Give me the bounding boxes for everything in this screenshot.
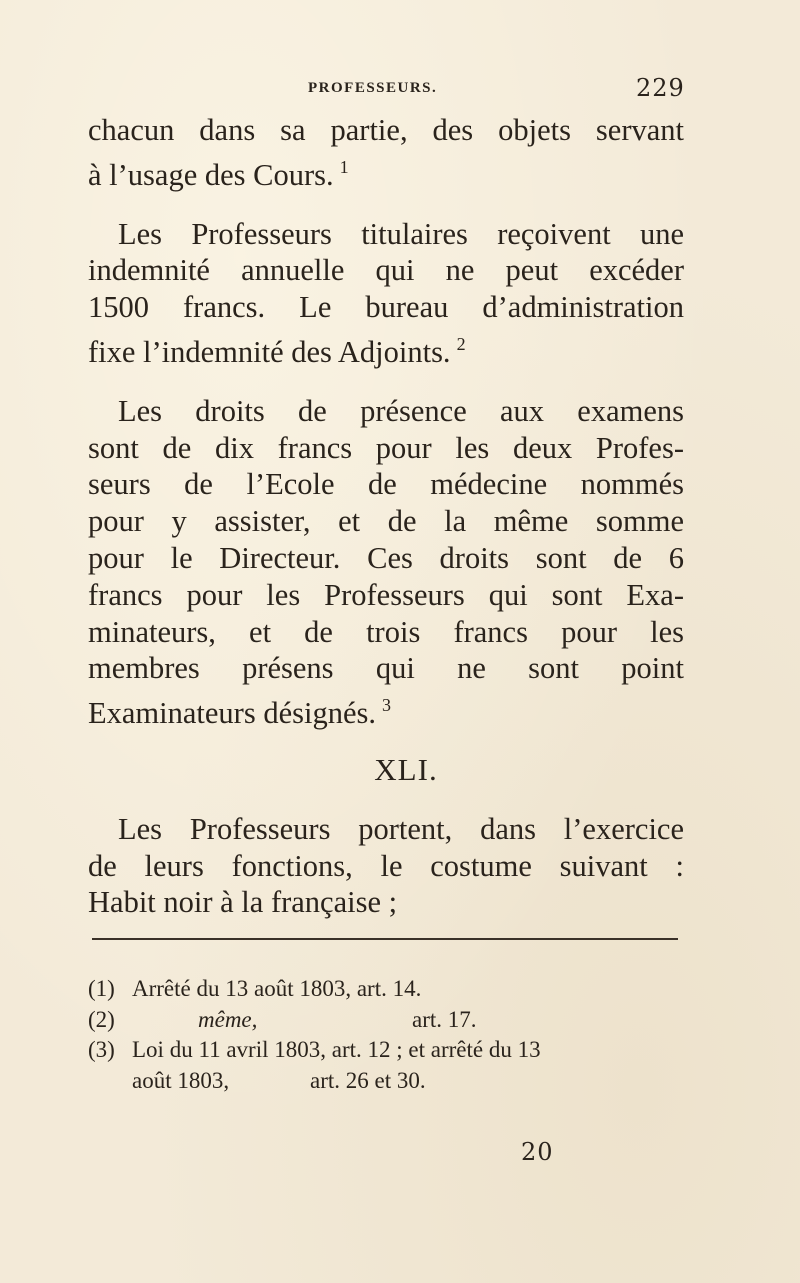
footnote-ref: 3 [381,695,391,716]
footnote-article: art. 26 et 30. [310,1067,426,1093]
paragraph-droits-presence [88,393,684,732]
footnote-text: Arrêté du 13 août 1803, art. 14. [132,976,422,1001]
signature-mark: 20 [521,1138,554,1166]
footnote-ref: 1 [339,156,349,177]
footnote-article: art. 17. [412,1006,477,1032]
text-line: seurs de l’Ecole de médecine nommés [88,467,684,502]
paragraph-indemnite [88,216,684,371]
footnote-text: même, [198,1006,258,1032]
text-line: minateurs, et de trois francs pour les [88,614,684,649]
text-line: Examinateurs désignés. $^3$ [88,695,391,731]
text-line: pour y assister, et de la même somme [88,504,684,539]
footnote-text: Loi du 11 avril 1803, art. 12 ; et arrêté du 13 [132,1037,541,1062]
text-line: indemnité annuelle qui ne peut excéder [88,253,684,288]
text-line: chacun dans sa partie, des objets servant [88,113,684,147]
text-line: francs pour les Professeurs qui sont Exa- [88,577,684,612]
footnote-ref: 2 [456,333,466,354]
text-line: Les Professeurs titulaires reçoivent une [118,216,684,251]
running-head-title: PROFESSEURS. [308,80,438,96]
text-line: à l’usage des Cours. $^1$ [88,156,349,192]
footnote-1 [88,974,680,1005]
running-head [0,74,800,104]
text-line: membres présens qui ne sont point [88,651,684,686]
footnote-3-continued [88,1066,680,1097]
footnote-text: août 1803, [132,1067,230,1093]
footnote-mark: (1) [88,976,115,1001]
text-line: de leurs fonctions, le costume suivant : [88,848,684,883]
footnote-mark: (2) [88,1006,115,1032]
page-number: 229 [636,74,685,102]
footnote-2 [88,1005,680,1036]
footnote-mark: (3) [88,1037,115,1062]
text-line: pour le Directeur. Ces droits sont de 6 [88,540,684,575]
text-line: Habit noir à la française ; [88,885,398,920]
body-text [88,112,684,921]
section-heading: XLI. [374,751,438,787]
footnote-rule [92,938,678,940]
footnotes [88,974,680,1096]
paragraph-continuation [88,112,684,194]
text-line: 1500 francs. Le bureau d’administration [88,290,684,325]
paragraph-costume [88,811,684,921]
footnote-3 [88,1035,680,1066]
text-line: Les droits de présence aux examens [118,393,684,428]
text-line: fixe l’indemnité des Adjoints. $^2$ [88,333,466,369]
text-line: sont de dix francs pour les deux Profes- [88,430,684,465]
text-line: Les Professeurs portent, dans l’exercice [118,811,684,846]
